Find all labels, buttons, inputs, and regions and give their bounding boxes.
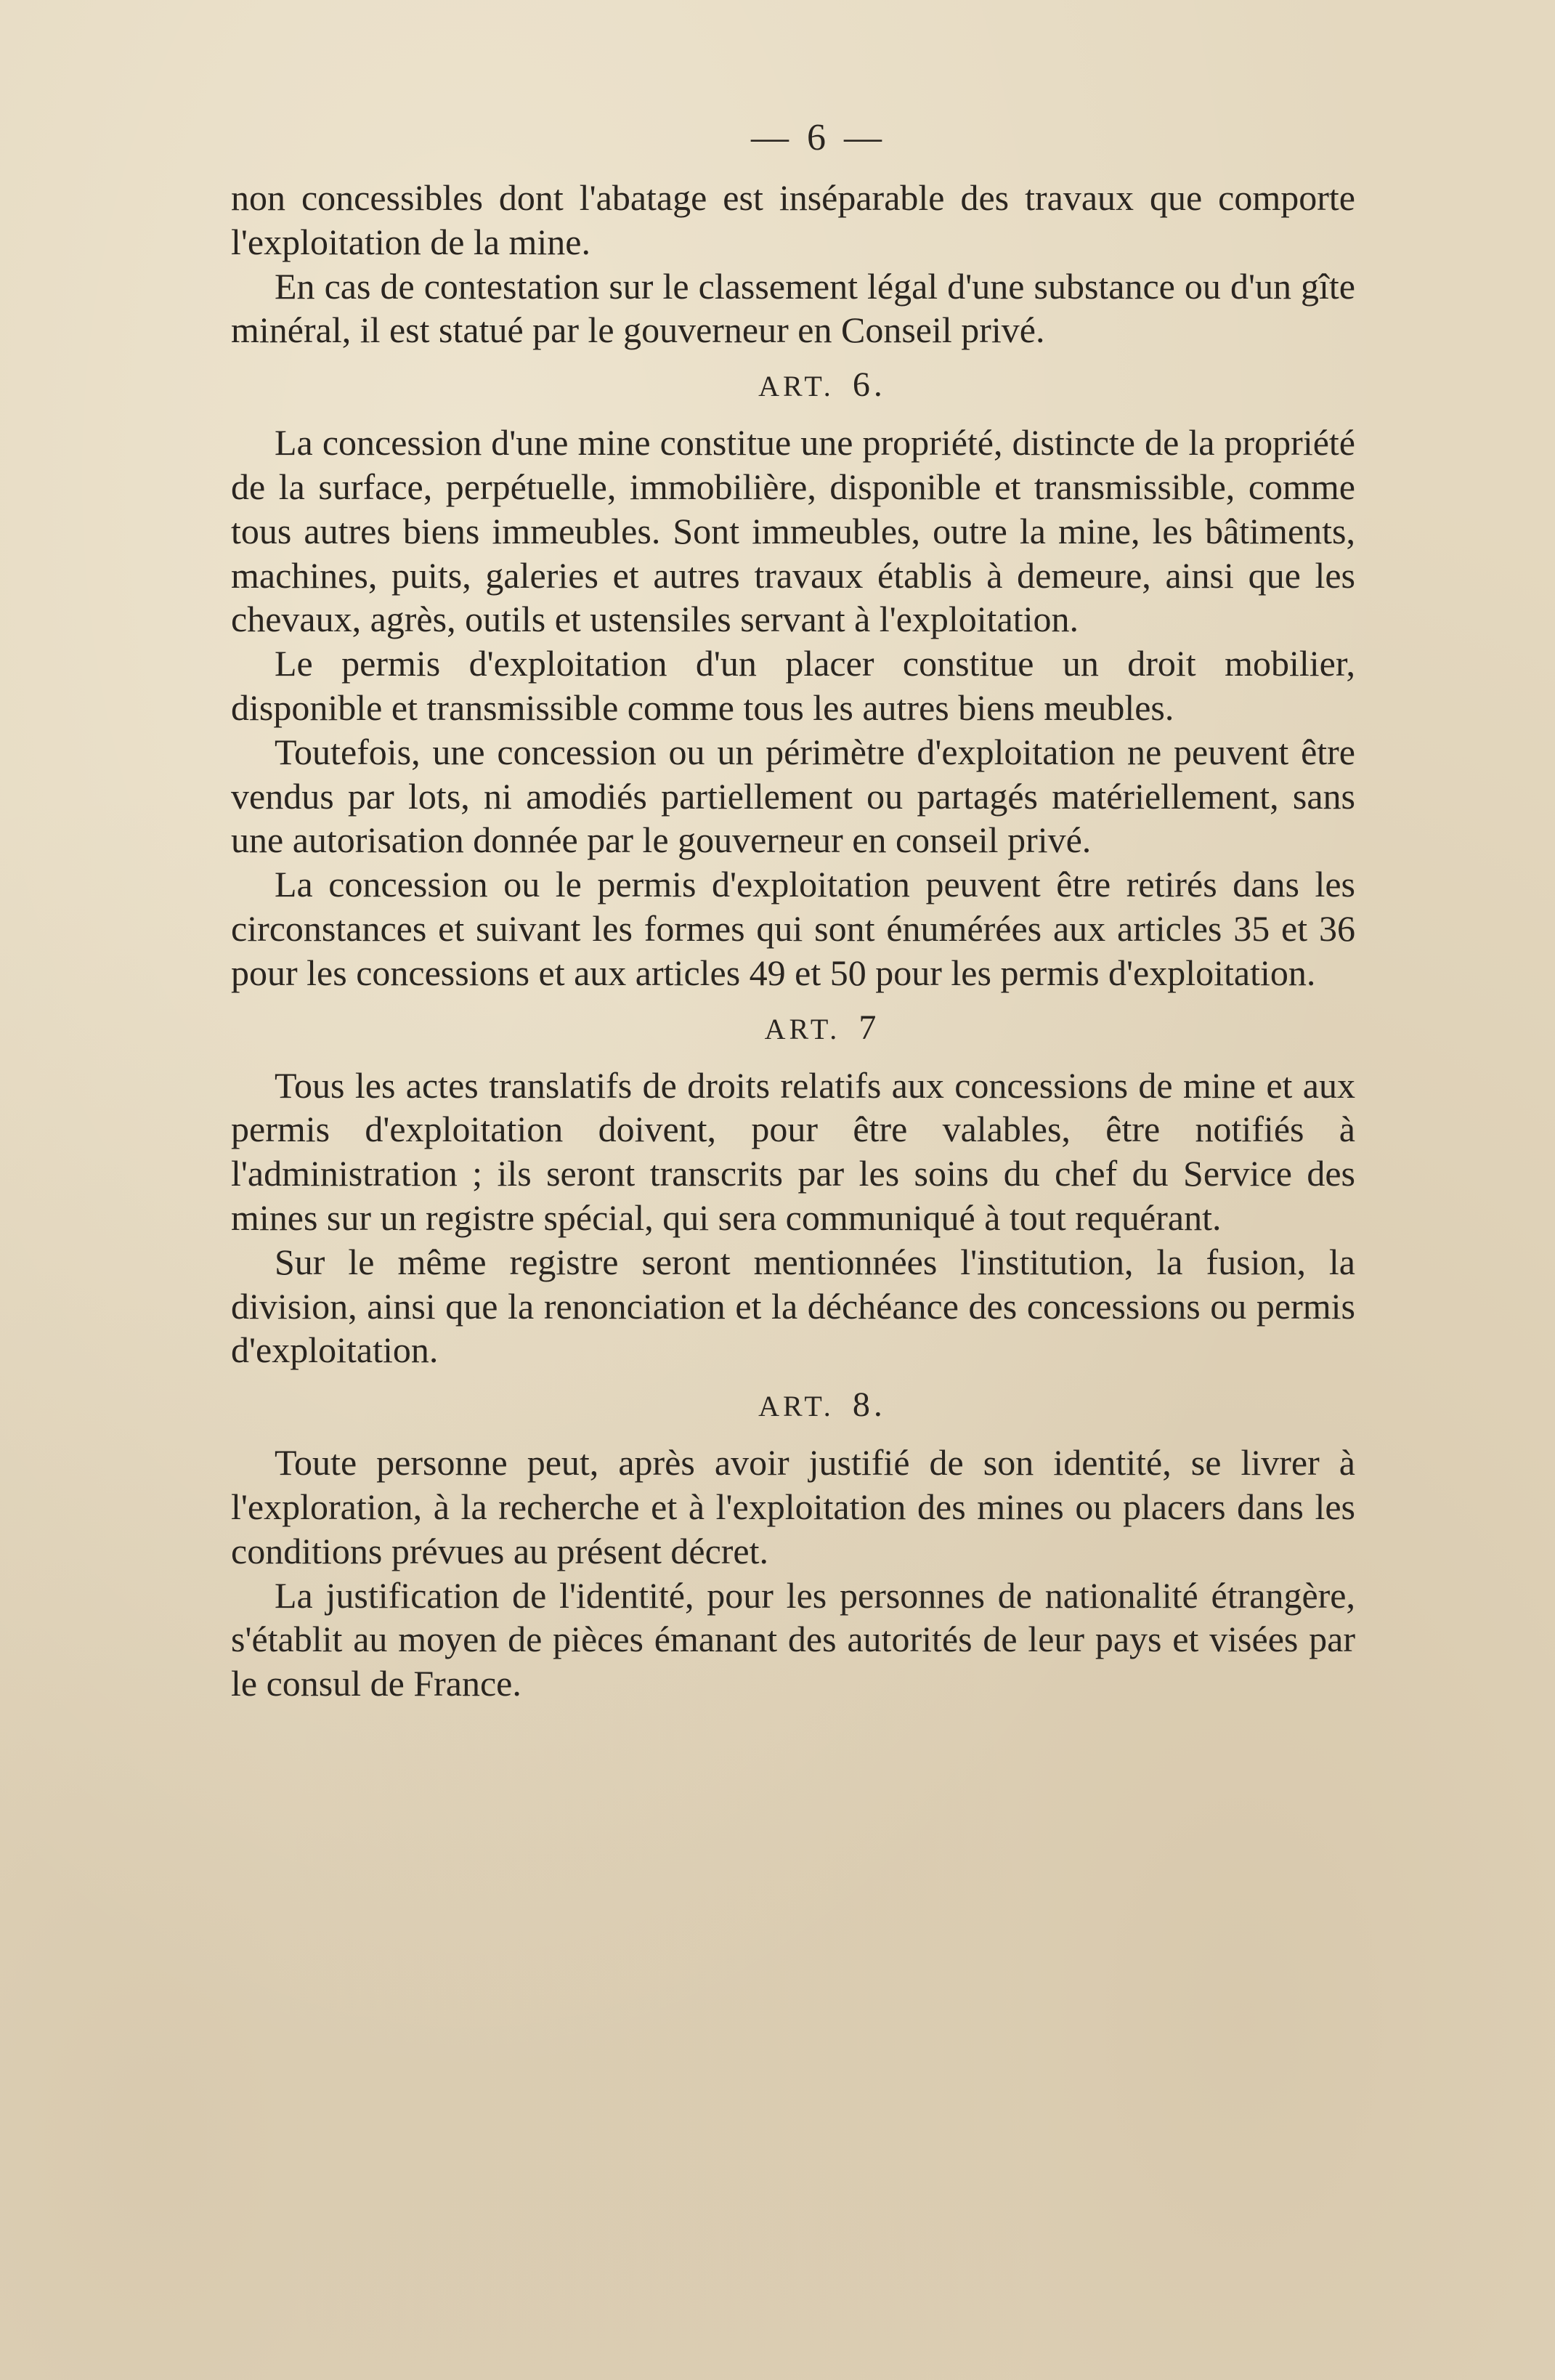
article-label: ART. — [764, 1012, 841, 1045]
document-page — [231, 109, 1355, 2303]
paragraph-5: Toutefois, une concession ou un périmètre d'exploitation ne peuvent être vendus par lots, ni amodiés partiellement ou partagés matériellement, sans une autorisation donnée par le gouverneur en conseil privé. — [231, 731, 1355, 861]
paragraph-3: La concession d'une mine constitue une propriété, distincte de la propriété de la surface, perpétuelle, immobilière, disponible et transmissible, comme tous autres biens immeubles. Sont immeubles, outre la mine, les bâtiments, machines, puits, galeries et autres travaux établis à demeure, ainsi que les chevaux, agrès, outils et ustensiles servant à l'exploitation. — [231, 422, 1355, 640]
paragraph-7: Tous les actes translatifs de droits relatifs aux concessions de mine et aux permis d'exploitation doivent, pour être valables, être notifiés à l'administration ; ils seront transcrits par les soins du chef du Service des mines sur un registre spécial, qui sera communiqué à tout requérant. — [231, 1064, 1355, 1238]
article-heading-8 — [231, 1383, 1355, 1428]
article-label: ART. — [758, 370, 835, 403]
article-heading-6 — [231, 363, 1355, 408]
article-number: 8. — [852, 1385, 886, 1425]
paragraph-4: Le permis d'exploitation d'un placer constitue un droit mobilier, disponible et transmissible comme tous les autres biens meubles. — [231, 643, 1355, 728]
page-number: — 6 — — [751, 117, 886, 158]
paragraph-10: La justification de l'identité, pour les personnes de nationalité étrangère, s'établit au moyen de pièces émanant des autorités de leur pays et visées par le consul de France. — [231, 1574, 1355, 1704]
article-number: 6. — [852, 365, 886, 405]
paragraph-6: La concession ou le permis d'exploitation peuvent être retirés dans les circonstances et suivant les formes qui sont énumérées aux articles 35 et 36 pour les concessions et aux articles 49 et 50 pour les permis d'exploitation. — [231, 864, 1355, 993]
article-heading-7 — [231, 1005, 1355, 1051]
paragraph-8: Sur le même registre seront mentionnées l'institution, la fusion, la division, ainsi que la renonciation et la déchéance des concessions ou permis d'exploitation. — [231, 1241, 1355, 1371]
paragraph-2: En cas de contestation sur le classement légal d'une substance ou d'un gîte minéral, il est statué par le gouverneur en Conseil privé. — [231, 265, 1355, 351]
paragraph-9: Toute personne peut, après avoir justifié de son identité, se livrer à l'exploration, à la recherche et à l'exploitation des mines ou placers dans les conditions prévues au présent décret. — [231, 1442, 1355, 1571]
article-number: 7 — [858, 1008, 880, 1047]
article-label: ART. — [758, 1390, 835, 1423]
paragraph-1: non concessibles dont l'abatage est inséparable des travaux que comporte l'exploitation de la mine. — [231, 177, 1355, 262]
